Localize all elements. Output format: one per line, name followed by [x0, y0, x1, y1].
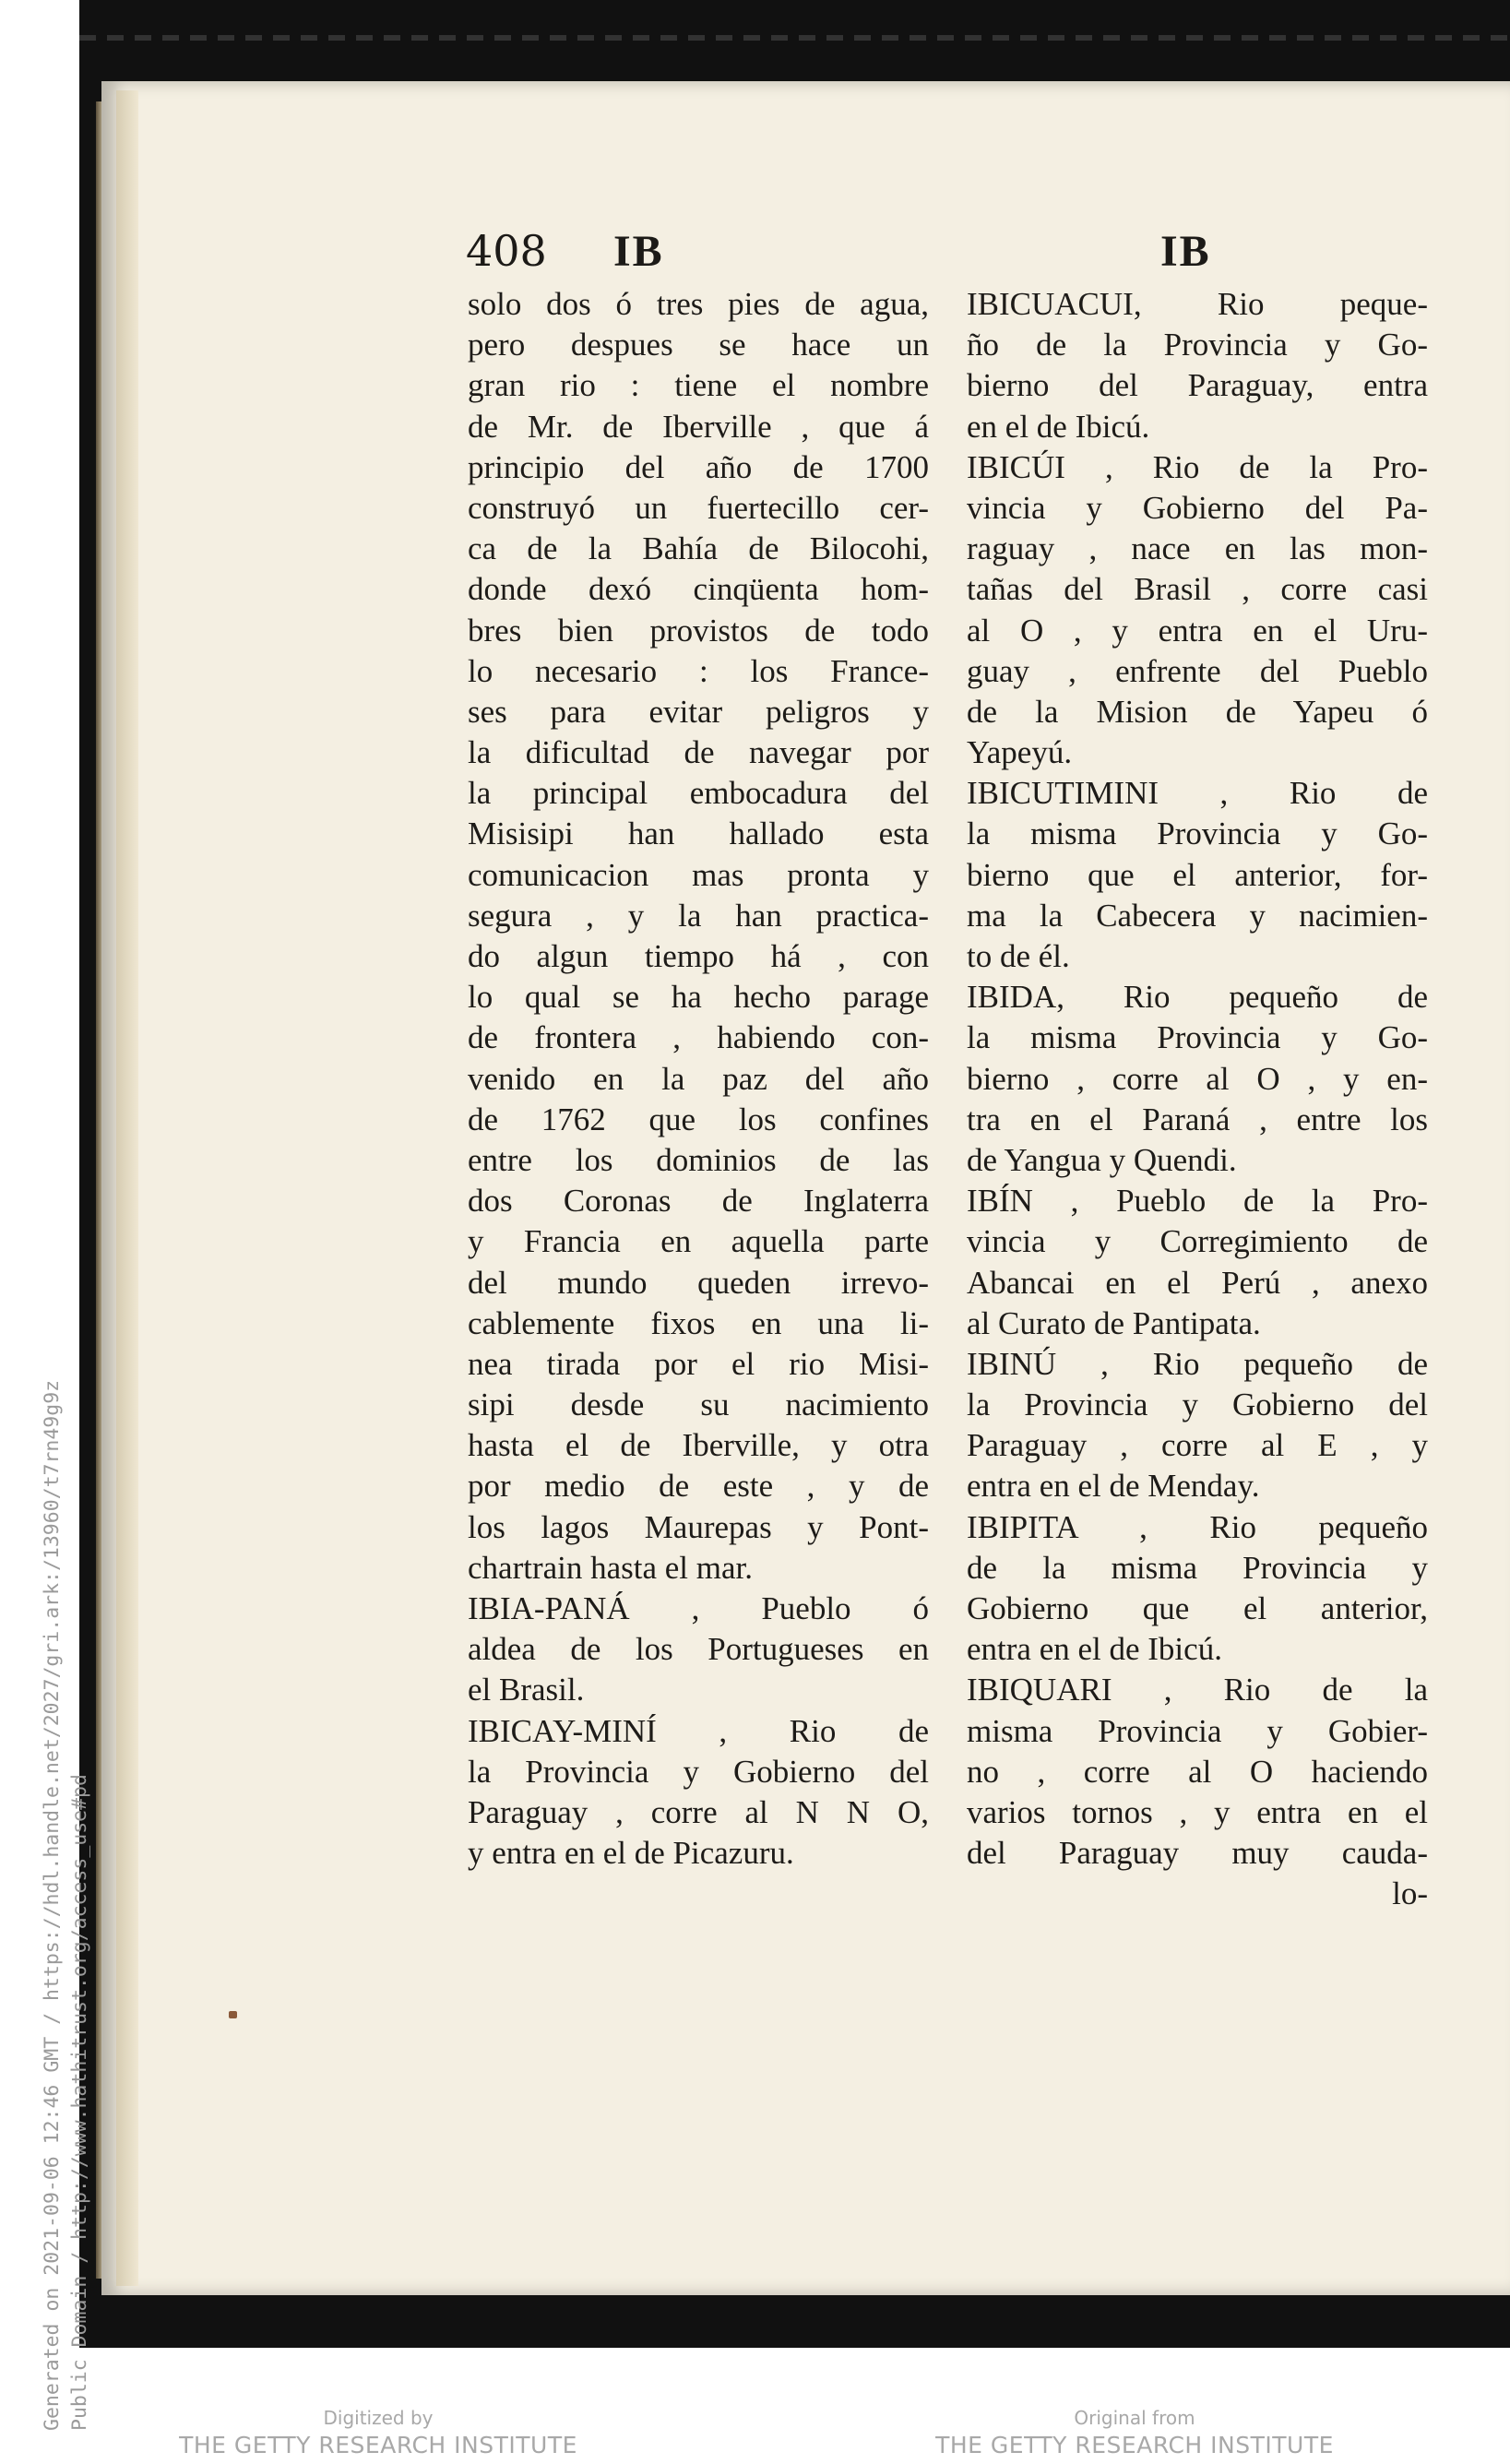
footer-original-institution: THE GETTY RESEARCH INSTITUTE — [935, 2432, 1334, 2458]
watermark-line-generated: Generated on 2021-09-06 12:46 GMT / https://hdl.handle.net/2027/gri.ark:/13960/t7rn49g9z — [41, 1379, 64, 2431]
footer-digitized-by — [175, 2406, 581, 2461]
page-gutter — [116, 90, 138, 2286]
text-line: do algun tiempo há , con — [468, 938, 929, 974]
hathitrust-watermark — [39, 1380, 94, 2431]
text-line: IBINÚ , Rio pequeño de — [967, 1345, 1428, 1382]
text-line: la Provincia y Gobierno del — [468, 1753, 929, 1790]
text-line: gran rio : tiene el nombre — [468, 367, 929, 404]
footer-original-from — [932, 2406, 1338, 2461]
text-line: tra en el Paraná , entre los — [967, 1101, 1428, 1137]
text-line: IBIA-PANÁ , Pueblo ó — [468, 1590, 929, 1626]
text-line: la principal embocadura del — [468, 775, 929, 812]
text-line: Abancai en el Perú , anexo — [967, 1264, 1428, 1301]
text-line: ño de la Provincia y Go- — [967, 327, 1428, 363]
running-head-left: IB — [613, 227, 664, 276]
text-line: la Provincia y Gobierno del — [967, 1387, 1428, 1423]
watermark-line-rights: Public Domain / http://www.hathitrust.org/access_use#pd — [68, 1774, 91, 2431]
running-head-right: IB — [1160, 227, 1211, 276]
text-line: IBIPITA , Rio pequeño — [967, 1508, 1428, 1545]
text-line: to de él. — [967, 938, 1070, 974]
text-line: IBIQUARI , Rio de la — [967, 1672, 1428, 1708]
text-line: bierno , corre al O , y en- — [967, 1060, 1428, 1097]
left-text-column — [468, 284, 929, 1874]
text-line: tañas del Brasil , corre casi — [967, 571, 1428, 608]
text-line: segura , y la han practica- — [468, 897, 929, 934]
text-line: IBIDA, Rio pequeño de — [967, 979, 1428, 1016]
text-line: sipi desde su nacimiento — [468, 1387, 929, 1423]
text-line: principio del año de 1700 — [468, 448, 929, 485]
text-line: de frontera , habiendo con- — [468, 1019, 929, 1056]
footer-original-label: Original from — [1074, 2407, 1195, 2429]
text-line: Paraguay , corre al E , y — [967, 1427, 1428, 1464]
text-line: bierno del Paraguay, entra — [967, 367, 1428, 404]
text-line: de Mr. de Iberville , que á — [468, 408, 929, 445]
text-line: cablemente fixos en una li- — [468, 1304, 929, 1341]
footer-digitized-institution: THE GETTY RESEARCH INSTITUTE — [179, 2432, 577, 2458]
text-line: no , corre al O haciendo — [967, 1753, 1428, 1790]
text-line: bierno que el anterior, for- — [967, 856, 1428, 893]
text-line: dos Coronas de Inglaterra — [468, 1183, 929, 1220]
text-line: nea tirada por el rio Misi- — [468, 1345, 929, 1382]
text-line: Yapeyú. — [967, 734, 1073, 771]
text-line: lo qual se ha hecho parage — [468, 979, 929, 1016]
text-line: chartrain hasta el mar. — [468, 1549, 754, 1586]
footer-digitized-label: Digitized by — [323, 2407, 434, 2429]
text-line: de la Mision de Yapeu ó — [967, 693, 1428, 730]
text-line: vincia y Gobierno del Pa- — [967, 489, 1428, 526]
text-line: entra en el de Menday. — [967, 1468, 1260, 1505]
text-line: Paraguay , corre al N N O, — [468, 1793, 929, 1830]
text-line: IBICÚI , Rio de la Pro- — [967, 448, 1428, 485]
text-line: entre los dominios de las — [468, 1141, 929, 1178]
text-line: IBÍN , Pueblo de la Pro- — [967, 1183, 1428, 1220]
text-line: la misma Provincia y Go- — [967, 1019, 1428, 1056]
text-line: bres bien provistos de todo — [468, 612, 929, 649]
text-line: de Yangua y Quendi. — [967, 1141, 1237, 1178]
text-line: venido en la paz del año — [468, 1060, 929, 1097]
scan-top-edge — [79, 35, 1510, 41]
text-line: y Francia en aquella parte — [468, 1223, 929, 1260]
page-number: 408 — [466, 226, 547, 276]
text-line: de 1762 que los confines — [468, 1101, 929, 1137]
text-line: donde dexó cinqüenta hom- — [468, 571, 929, 608]
text-line: IBICUTIMINI , Rio de — [967, 775, 1428, 812]
text-line: el Brasil. — [468, 1672, 585, 1708]
text-line: ca de la Bahía de Bilocohi, — [468, 530, 929, 567]
text-line: lo necesario : los France- — [468, 652, 929, 689]
text-line: la dificultad de navegar por — [468, 734, 929, 771]
ink-spot — [229, 2011, 237, 2018]
text-line: hasta el de Iberville, y otra — [468, 1427, 929, 1464]
text-line: en el de Ibicú. — [967, 408, 1150, 445]
text-line: guay , enfrente del Pueblo — [967, 652, 1428, 689]
text-line: la misma Provincia y Go- — [967, 815, 1428, 852]
text-line: IBICUACUI, Rio peque- — [967, 286, 1428, 322]
text-line: por medio de este , y de — [468, 1468, 929, 1505]
text-line: comunicacion mas pronta y — [468, 856, 929, 893]
text-line: solo dos ó tres pies de agua, — [468, 286, 929, 322]
text-line: de la misma Provincia y — [967, 1549, 1428, 1586]
text-line: IBICAY-MINÍ , Rio de — [468, 1712, 929, 1749]
text-line: Gobierno que el anterior, — [967, 1590, 1428, 1626]
text-line: aldea de los Portugueses en — [468, 1631, 929, 1668]
text-line: construyó un fuertecillo cer- — [468, 489, 929, 526]
text-line: varios tornos , y entra en el — [967, 1793, 1428, 1830]
text-line: lo- — [1392, 1875, 1428, 1912]
right-text-column — [967, 284, 1428, 1915]
text-line: al Curato de Pantipata. — [967, 1304, 1261, 1341]
page-header-left — [466, 226, 664, 277]
text-line: del mundo queden irrevo- — [468, 1264, 929, 1301]
text-line: los lagos Maurepas y Pont- — [468, 1508, 929, 1545]
text-line: pero despues se hace un — [468, 327, 929, 363]
text-line: raguay , nace en las mon- — [967, 530, 1428, 567]
text-line: misma Provincia y Gobier- — [967, 1712, 1428, 1749]
text-line: entra en el de Ibicú. — [967, 1631, 1222, 1668]
text-line: ses para evitar peligros y — [468, 693, 929, 730]
text-line: ma la Cabecera y nacimien- — [967, 897, 1428, 934]
text-line: vincia y Corregimiento de — [967, 1223, 1428, 1260]
text-line: al O , y entra en el Uru- — [967, 612, 1428, 649]
text-line: y entra en el de Picazuru. — [468, 1835, 794, 1872]
text-line: del Paraguay muy cauda- — [967, 1835, 1428, 1872]
text-line: Misisipi han hallado esta — [468, 815, 929, 852]
